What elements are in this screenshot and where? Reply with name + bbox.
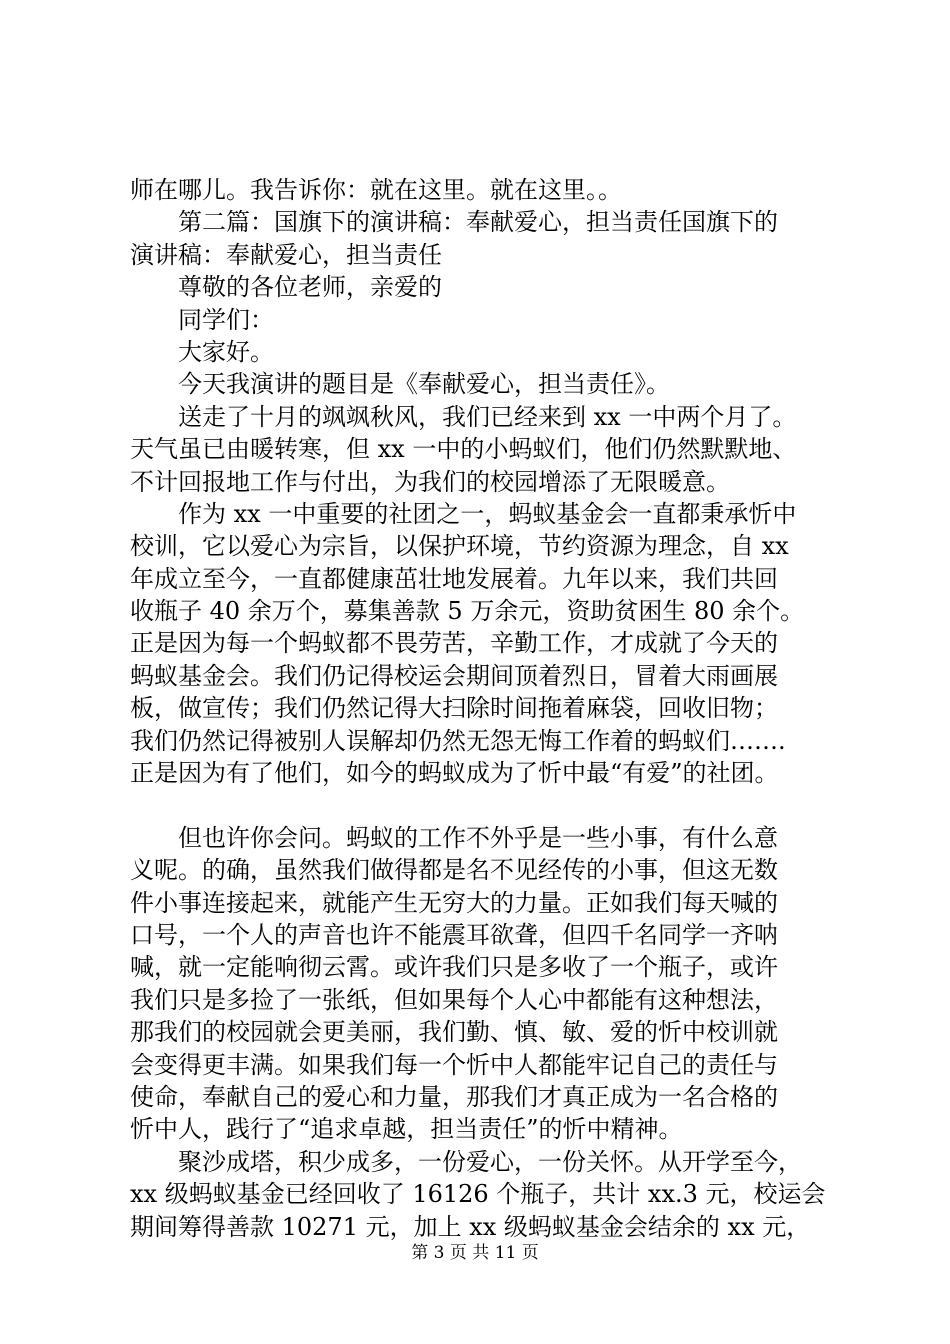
text-line: 天气虽已由暖转寒，但 xx 一中的小蚂蚁们，他们仍然默默地、: [130, 435, 797, 464]
page-footer: 第 3 页 共 11 页: [411, 1243, 539, 1263]
text-line: 年成立至今，一直都健康茁壮地发展着。九年以来，我们共回: [130, 564, 778, 593]
text-line: 蚂蚁基金会。我们仍记得校运会期间顶着烈日，冒着大雨画展: [130, 661, 778, 690]
text-line: xx 级蚂蚁基金已经回收了 16126 个瓶子，共计 xx.3 元，校运会: [130, 1180, 826, 1209]
text-line: 板，做宣传；我们仍然记得大扫除时间拖着麻袋，回收旧物；: [130, 694, 778, 723]
blank-line: [130, 789, 830, 821]
text-line: 我们仍然记得被别人误解却仍然无怨无悔工作着的蚂蚁们…….: [130, 726, 786, 755]
text-line: 使命，奉献自己的爱心和力量，那我们才真正成为一名合格的: [130, 1082, 778, 1111]
text-line: 那我们的校园就会更美丽，我们勤、慎、敏、爱的忻中校训就: [130, 1018, 778, 1047]
text-line: 我们只是多捡了一张纸，但如果每个人心中都能有这种想法，: [130, 985, 778, 1014]
text-line: 同学们：: [178, 305, 274, 334]
text-line: 送走了十月的飒飒秋风，我们已经来到 xx 一中两个月了。: [178, 402, 797, 431]
text-line: 师在哪儿。我告诉你：就在这里。就在这里。。: [130, 176, 622, 204]
text-line: 但也许你会问。蚂蚁的工作不外乎是一些小事，有什么意: [178, 823, 778, 852]
text-line: 校训，它以爱心为宗旨，以保护环境，节约资源为理念，自 xx: [130, 532, 789, 561]
text-line: 今天我演讲的题目是《奉献爱心，担当责任》。: [178, 370, 670, 399]
text-line: 正是因为有了他们，如今的蚂蚁成为了忻中最“有爱”的社团。: [130, 759, 779, 788]
text-line: 演讲稿：奉献爱心，担当责任: [130, 240, 442, 269]
text-line: 作为 xx 一中重要的社团之一，蚂蚁基金会一直都秉承忻中: [178, 499, 797, 528]
text-line: 件小事连接起来，就能产生无穷大的力量。正如我们每天喊的: [130, 888, 778, 917]
text-line: 尊敬的各位老师，亲爱的: [178, 273, 442, 302]
text-line: 不计回报地工作与付出，为我们的校园增添了无限暖意。: [130, 467, 730, 496]
text-line: 大家好。: [178, 337, 274, 366]
text-line: 正是因为每一个蚂蚁都不畏劳苦，辛勤工作，才成就了今天的: [130, 629, 778, 658]
text-line: 第二篇：国旗下的演讲稿：奉献爱心，担当责任国旗下的: [178, 208, 778, 237]
text-line: 义呢。的确，虽然我们做得都是名不见经传的小事，但这无数: [130, 856, 778, 885]
text-line: 期间筹得善款 10271 元，加上 xx 级蚂蚁基金会结余的 xx 元，: [130, 1212, 811, 1241]
text-line: 聚沙成塔，积少成多，一份爱心，一份关怀。从开学至今，: [178, 1147, 802, 1176]
body-text: [130, 174, 830, 1243]
text-line: 喊，就一定能响彻云霄。或许我们只是多收了一个瓶子，或许: [130, 953, 778, 982]
text-line: 会变得更丰满。如果我们每一个忻中人都能牢记自己的责任与: [130, 1050, 778, 1079]
text-line: 忻中人，践行了“追求卓越，担当责任”的忻中精神。: [130, 1115, 683, 1144]
text-line: 收瓶子 40 余万个，募集善款 5 万余元，资助贫困生 80 余个。: [130, 597, 805, 626]
text-line: 口号，一个人的声音也许不能震耳欲聋，但四千名同学一齐呐: [130, 920, 778, 949]
